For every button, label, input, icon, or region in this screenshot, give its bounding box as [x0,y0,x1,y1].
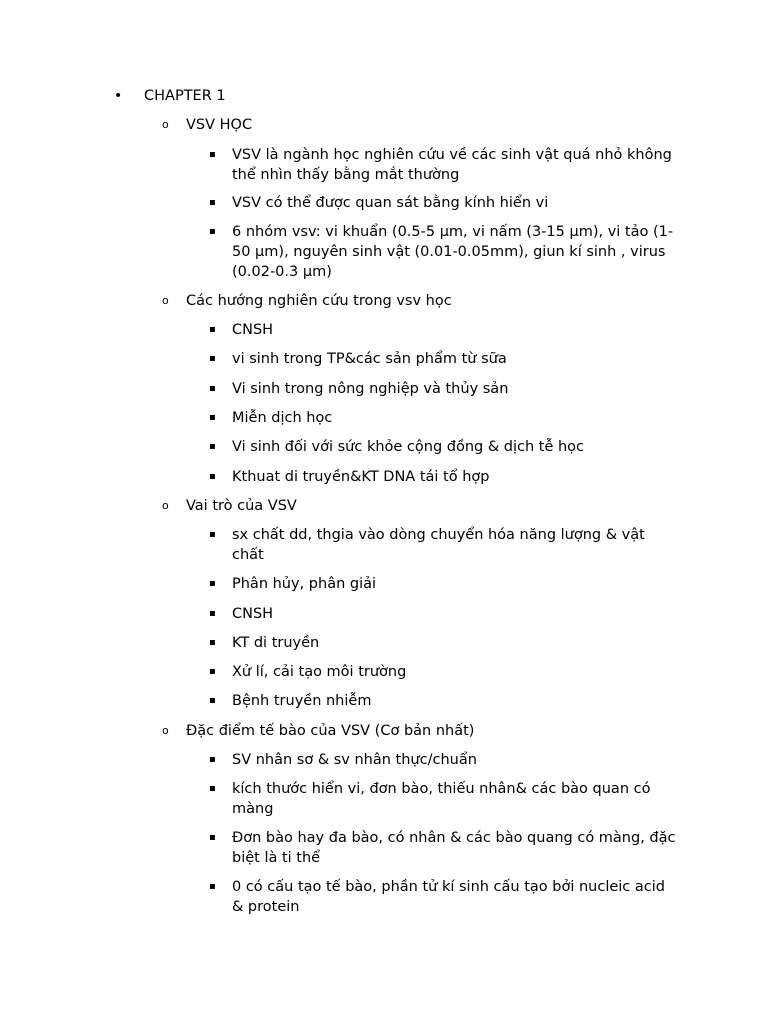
square-bullet-marker: ▪ [209,529,216,540]
square-bullet-marker: ▪ [209,324,216,335]
chapter-title: CHAPTER 1 [144,88,226,104]
circle-bullet-marker: o [162,294,169,307]
list-item-text: Xử lí, cải tạo môi trường [232,664,407,680]
list-item-text: Bệnh truyền nhiễm [232,693,372,709]
square-bullet-marker: ▪ [209,353,216,364]
square-bullet-marker: ▪ [209,754,216,765]
square-bullet-marker: ▪ [209,832,216,843]
list-item-text: CNSH [232,606,274,622]
square-bullet-marker: ▪ [209,695,216,706]
list-item-text: 6 nhóm vsv: vi khuẩn (0.5-5 µm, vi nấm (3-15 µm), vi tảo (1-50 µm), nguyên sinh vật (0.01-0.05mm), giun kí sinh , virus (0.02-0.3 µm) [232,224,674,280]
list-item-text: VSV là ngành học nghiên cứu về các sinh vật quá nhỏ không thể nhìn thấy bằng mắt thường [232,147,672,183]
circle-bullet-marker: o [162,724,169,737]
list-item-text: Vi sinh đối với sức khỏe cộng đồng & dịch tễ học [232,439,585,455]
square-bullet-marker: ▪ [209,412,216,423]
list-item-text: Miễn dịch học [232,410,333,426]
square-bullet-marker: ▪ [209,226,216,237]
square-bullet-marker: ▪ [209,608,216,619]
circle-bullet-marker: o [162,118,169,131]
square-bullet-marker: ▪ [209,783,216,794]
section-title: VSV HỌC [186,117,253,133]
square-bullet-marker: ▪ [209,197,216,208]
square-bullet-marker: ▪ [209,149,216,160]
square-bullet-marker: ▪ [209,441,216,452]
square-bullet-marker: ▪ [209,578,216,589]
square-bullet-marker: ▪ [209,666,216,677]
list-item-text: 0 có cấu tạo tế bào, phần tử kí sinh cấu tạo bởi nucleic acid & protein [232,879,665,915]
list-item-text: Phân hủy, phân giải [232,576,377,592]
square-bullet-marker: ▪ [209,881,216,892]
list-item-text: sx chất dd, thgia vào dòng chuyển hóa năng lượng & vật chất [232,527,645,563]
section-title: Đặc điểm tế bào của VSV (Cơ bản nhất) [186,723,475,739]
square-bullet-marker: ▪ [209,383,216,394]
circle-bullet-marker: o [162,499,169,512]
list-item-text: SV nhân sơ & sv nhân thực/chuẩn [232,752,477,768]
list-item-text: CNSH [232,322,274,338]
section-title: Các hướng nghiên cứu trong vsv học [186,293,452,309]
list-item-text: Đơn bào hay đa bào, có nhân & các bào quang có màng, đặc biệt là ti thể [232,830,676,866]
bullet-marker: • [114,88,123,104]
section-title: Vai trò của VSV [186,498,297,514]
list-item-text: KT di truyền [232,635,320,651]
list-item-text: VSV có thể được quan sát bằng kính hiển vi [232,195,549,211]
list-item-text: Vi sinh trong nông nghiệp và thủy sản [232,381,509,397]
square-bullet-marker: ▪ [209,471,216,482]
square-bullet-marker: ▪ [209,637,216,648]
list-item-text: Kthuat di truyền&KT DNA tái tổ hợp [232,469,490,485]
list-item-text: vi sinh trong TP&các sản phẩm từ sữa [232,351,507,367]
list-item-text: kích thước hiển vi, đơn bào, thiếu nhân& các bào quan có màng [232,781,651,817]
